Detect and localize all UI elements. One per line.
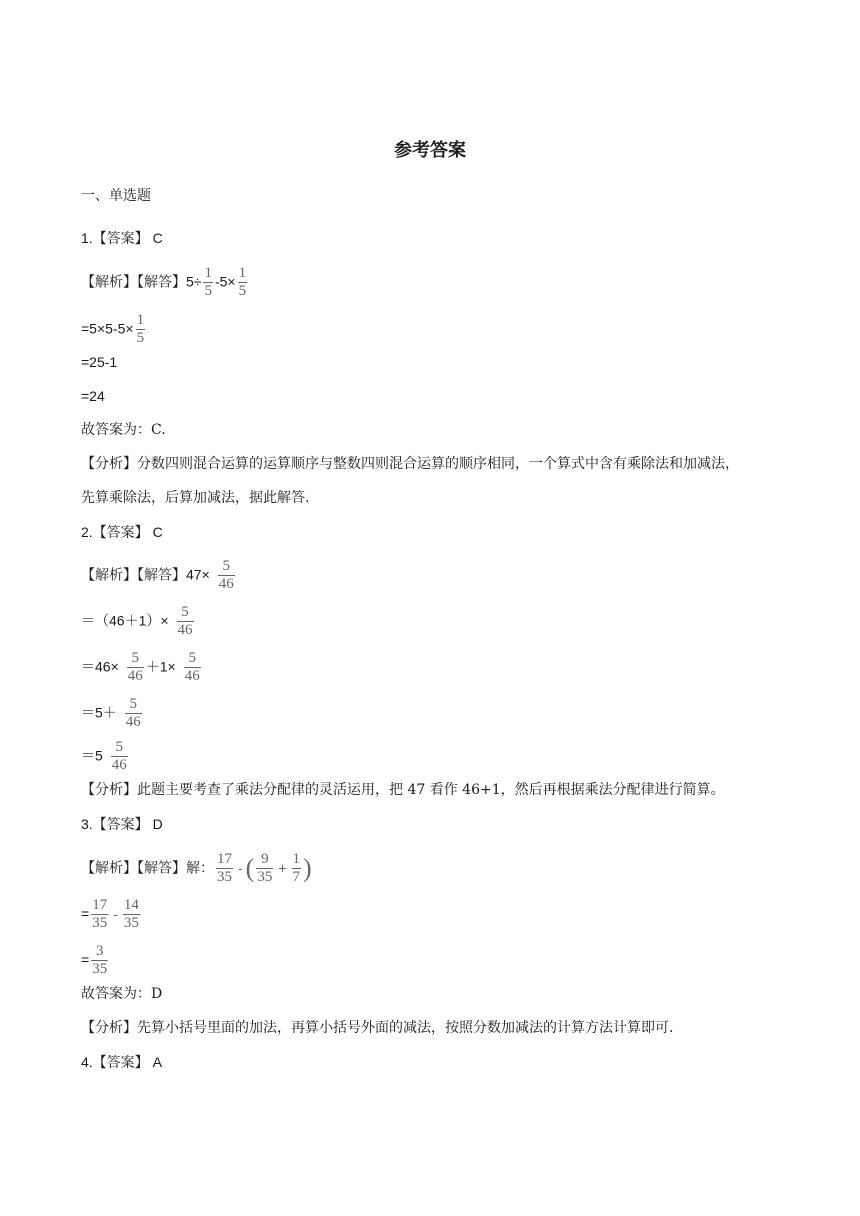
q3-analysis: 【分析】先算小括号里面的加法，再算小括号外面的减法，按照分数加减法的计算方法计算即可. [81, 1020, 674, 1036]
open-paren: ( [245, 853, 255, 883]
denominator: 35 [217, 869, 232, 885]
q1-step1-text: =5×5-5× [81, 320, 134, 337]
minus-sign: - [238, 859, 243, 876]
denominator: 35 [92, 915, 108, 931]
numerator: 5 [181, 604, 189, 620]
q2-step4 [81, 740, 130, 773]
numerator: 9 [261, 851, 269, 867]
fraction [123, 898, 140, 931]
q2-analysis: 【分析】此题主要考查了乘法分配律的灵活运用，把 47 看作 46+1，然后再根据乘法分配律进行简算。 [81, 782, 725, 798]
denominator: 35 [123, 915, 139, 931]
q2-step2-text: ＝46× [81, 658, 119, 675]
fraction [127, 651, 144, 684]
denominator: 35 [92, 961, 108, 977]
numerator: 14 [123, 897, 139, 913]
plus-sign: + [278, 859, 287, 876]
fraction [216, 852, 233, 885]
numerator: 5 [131, 650, 139, 666]
q1-jiexi-label: 【解析】【解答】 [81, 274, 186, 291]
numerator: 1 [136, 312, 145, 328]
denominator: 7 [292, 869, 301, 885]
fraction [238, 266, 248, 299]
q1-expr-b: -5× [214, 273, 236, 290]
numerator: 5 [115, 739, 124, 755]
q2-answer: 2.【答案】 C [81, 524, 163, 540]
denominator: 46 [218, 576, 234, 592]
q1-analysis-line2: 先算乘除法，后算加减法，据此解答. [81, 490, 310, 506]
fraction [292, 852, 302, 885]
q2-step3 [81, 697, 144, 730]
q1-step1 [81, 313, 147, 346]
numerator: 3 [95, 943, 104, 959]
denominator: 46 [127, 668, 143, 684]
numerator: 5 [222, 558, 230, 574]
q3-jiexi-label: 【解析】【解答】解： [81, 860, 214, 877]
denominator: 46 [184, 668, 200, 684]
q3-step2 [81, 944, 110, 977]
fraction [136, 313, 146, 346]
equals-sign: = [81, 951, 90, 968]
q2-expr: 47× [186, 566, 210, 583]
denominator: 46 [125, 714, 141, 730]
fraction [218, 559, 235, 592]
numerator: 1 [292, 851, 301, 867]
equals-sign: = [81, 905, 90, 922]
close-paren: ) [303, 853, 312, 883]
q3-solution-line [81, 852, 312, 885]
q2-step4-text: ＝5 [81, 747, 103, 764]
page-title: 参考答案 [394, 140, 466, 161]
fraction [111, 740, 128, 773]
fraction [91, 898, 108, 931]
q2-solution-line [81, 559, 237, 592]
q1-analysis-line1: 【分析】分数四则混合运算的运算顺序与整数四则混合运算的顺序相同，一个算式中含有乘除法和加减法， [81, 456, 739, 472]
fraction [177, 605, 194, 638]
denominator: 46 [111, 757, 127, 773]
numerator: 17 [217, 851, 232, 867]
q1-answer: 1.【答案】 C [81, 230, 163, 246]
fraction [256, 852, 273, 885]
q2-step1-text: ＝（46＋1）× [81, 612, 169, 629]
q2-step2 [81, 651, 203, 684]
denominator: 5 [238, 283, 247, 299]
q3-conclusion: 故答案为：D [81, 986, 163, 1002]
numerator: 5 [129, 696, 138, 712]
numerator: 1 [238, 265, 247, 281]
q1-step2: =25-1 [81, 354, 118, 370]
q2-step2-mid: ＋1× [145, 658, 176, 675]
q2-step3-text: ＝5＋ [81, 704, 117, 721]
denominator: 35 [257, 869, 273, 885]
section-heading: 一、单选题 [81, 188, 151, 204]
q1-solution-line [81, 266, 249, 299]
fraction [203, 266, 213, 299]
q1-expr-a: 5÷ [186, 273, 202, 290]
denominator: 46 [177, 622, 193, 638]
q3-step1 [81, 898, 142, 931]
fraction [184, 651, 201, 684]
minus-sign: - [113, 905, 118, 922]
denominator: 5 [204, 283, 212, 299]
q3-answer: 3.【答案】 D [81, 816, 163, 832]
q1-step3: =24 [81, 388, 105, 404]
numerator: 17 [92, 897, 108, 913]
fraction [91, 944, 108, 977]
q4-answer: 4.【答案】 A [81, 1054, 162, 1070]
numerator: 5 [188, 650, 196, 666]
q2-jiexi-label: 【解析】【解答】 [81, 567, 186, 584]
q1-conclusion: 故答案为：C. [81, 422, 166, 438]
denominator: 5 [136, 330, 145, 346]
q2-step1 [81, 605, 196, 638]
numerator: 1 [204, 265, 212, 281]
fraction [125, 697, 142, 730]
